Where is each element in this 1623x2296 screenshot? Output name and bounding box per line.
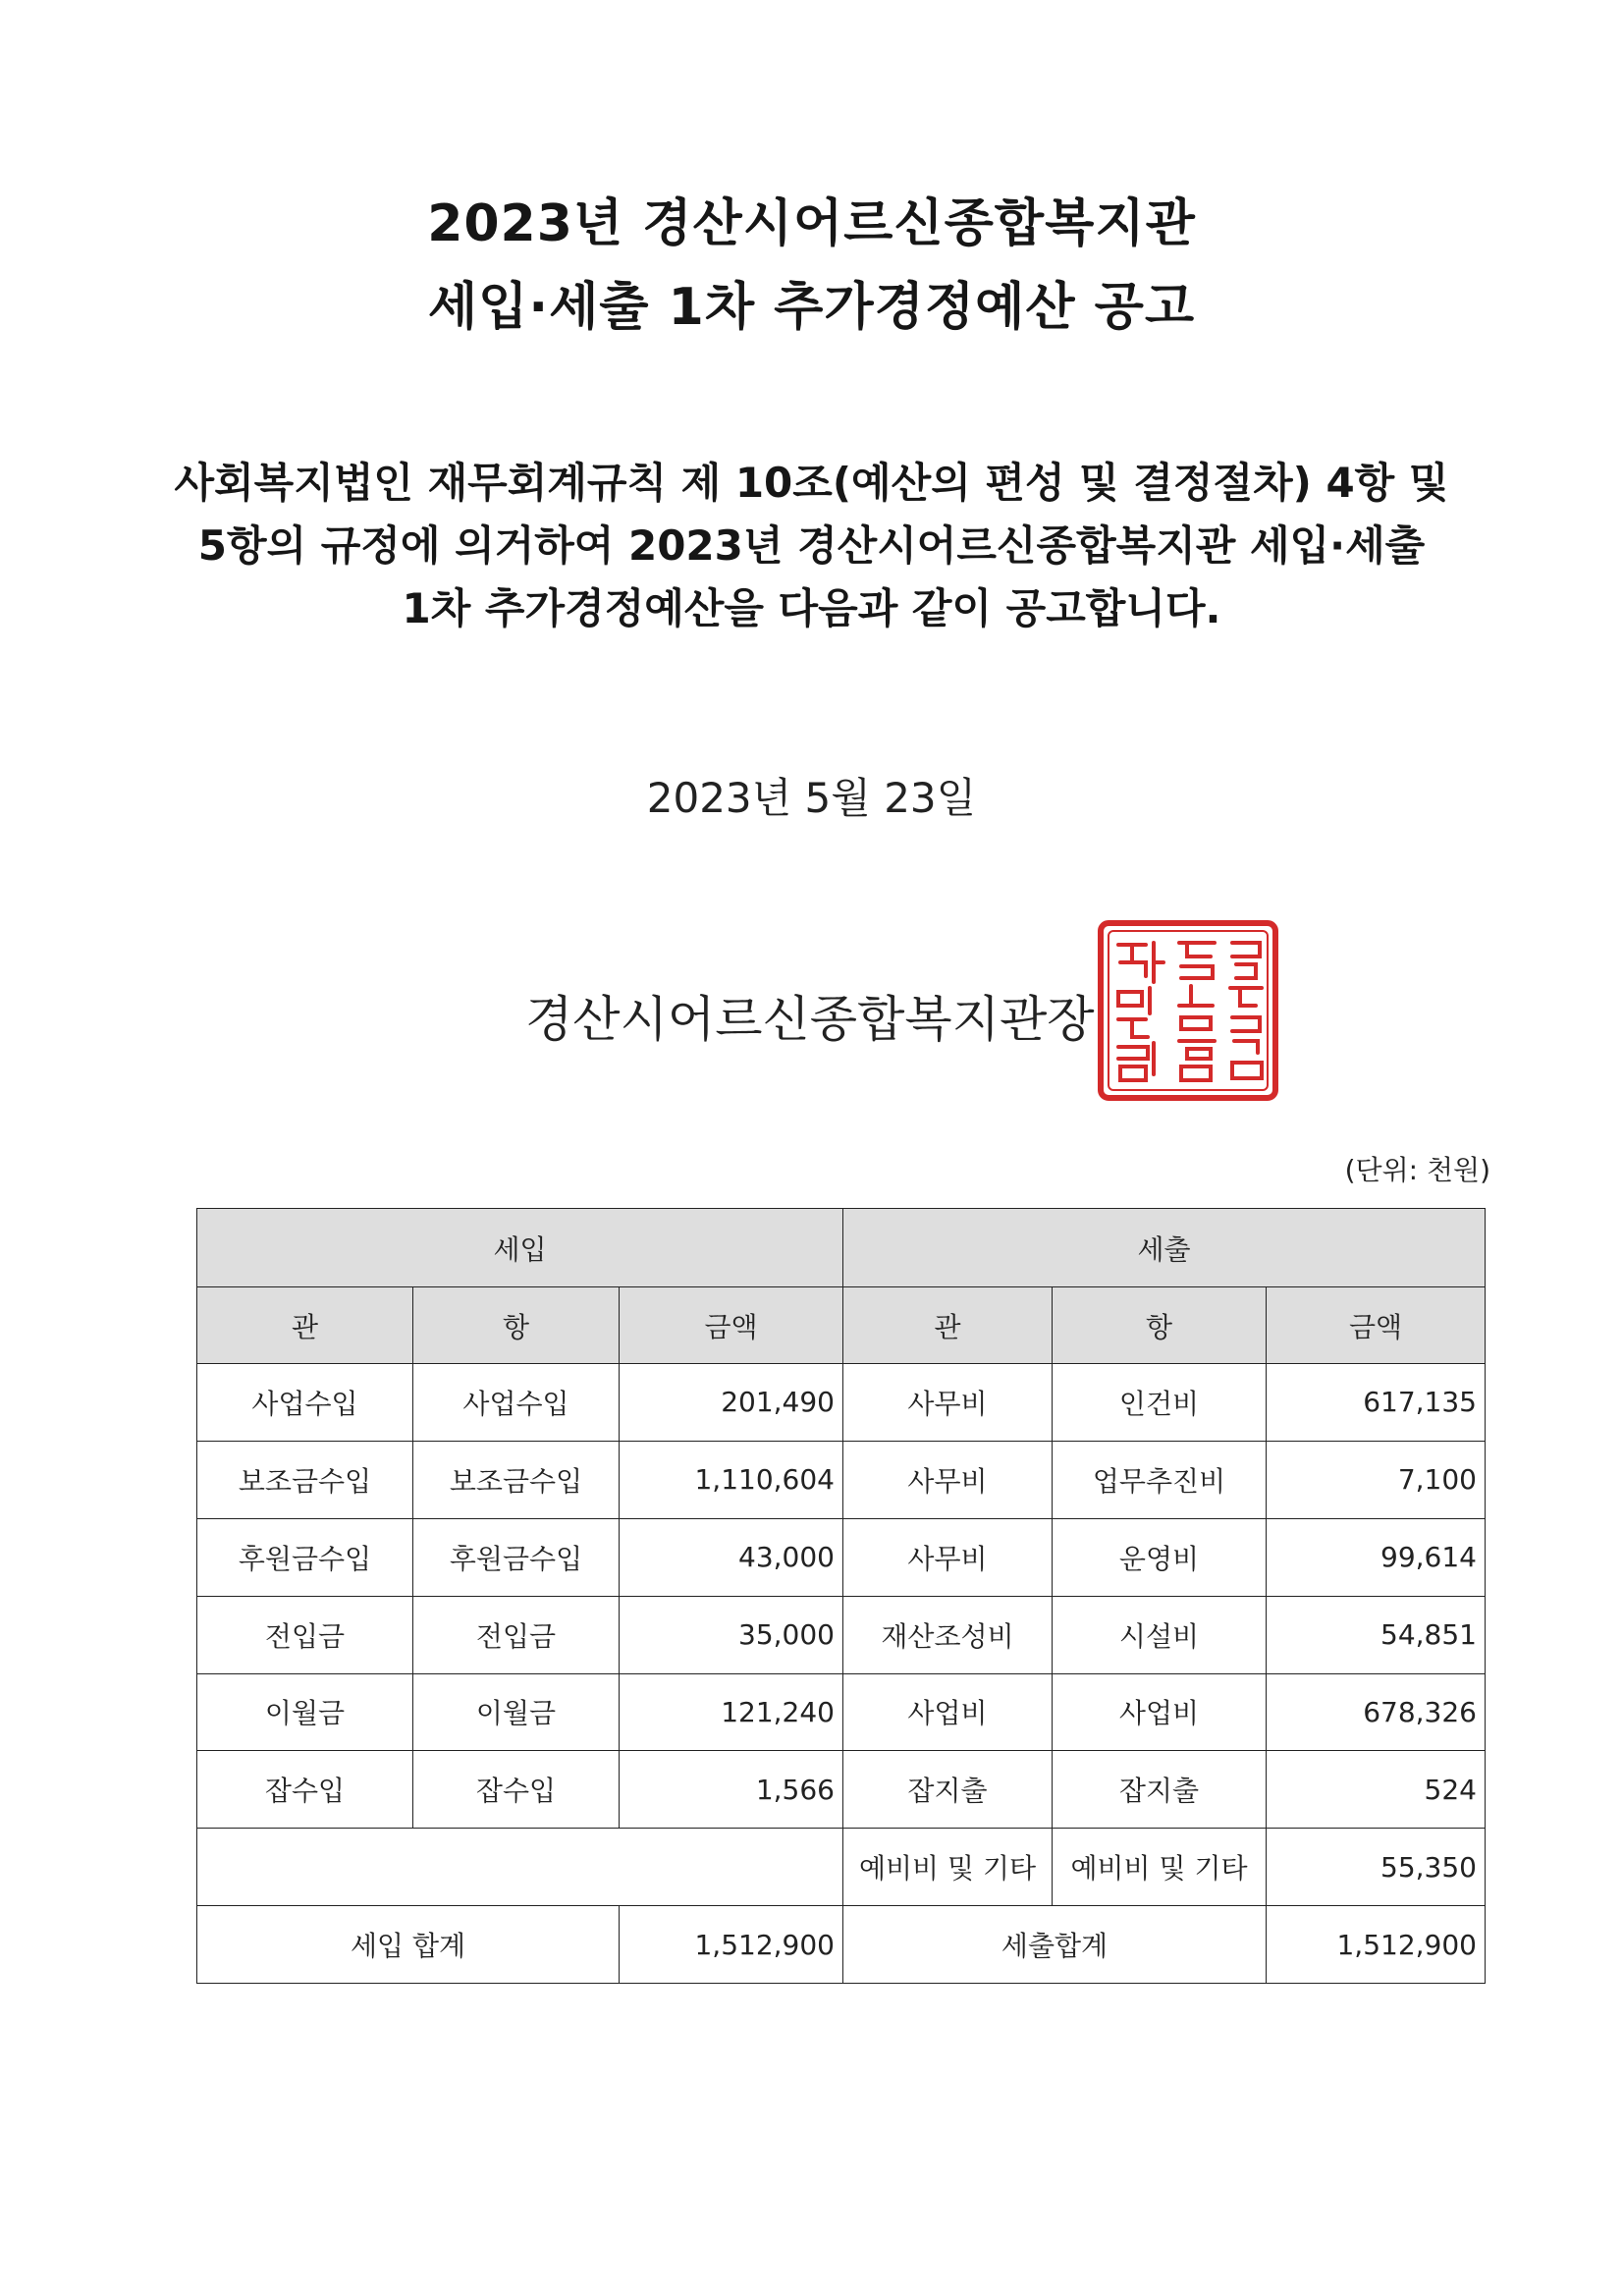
exp-hang: 인건비	[1053, 1364, 1267, 1442]
col-header-rev-amount: 금액	[620, 1287, 843, 1364]
section-header-row	[197, 1209, 1486, 1287]
exp-amount: 7,100	[1267, 1441, 1486, 1518]
col-header-rev-gwan: 관	[197, 1287, 413, 1364]
table-row	[197, 1829, 1486, 1906]
exp-hang: 사업비	[1053, 1673, 1267, 1751]
exp-amount: 54,851	[1267, 1596, 1486, 1673]
signer-name: 경산시어르신종합복지관장	[525, 991, 1095, 1048]
table-row	[197, 1673, 1486, 1751]
official-seal-icon	[1097, 919, 1279, 1102]
revenue-header: 세입	[197, 1209, 843, 1287]
rev-hang: 잡수입	[413, 1751, 620, 1829]
rev-hang: 전입금	[413, 1596, 620, 1673]
rev-amount: 1,566	[620, 1751, 843, 1829]
rev-hang: 후원금수입	[413, 1518, 620, 1596]
rev-hang: 사업수입	[413, 1364, 620, 1442]
exp-hang: 운영비	[1053, 1518, 1267, 1596]
col-header-exp-amount: 금액	[1267, 1287, 1486, 1364]
exp-gwan: 잡지출	[843, 1751, 1053, 1829]
col-header-exp-hang: 항	[1053, 1287, 1267, 1364]
exp-gwan: 사무비	[843, 1364, 1053, 1442]
col-header-exp-gwan: 관	[843, 1287, 1053, 1364]
notice-line3: 1차 추가경정예산을 다음과 같이 공고합니다.	[402, 584, 1221, 632]
exp-gwan: 재산조성비	[843, 1596, 1053, 1673]
column-header-row	[197, 1287, 1486, 1364]
rev-gwan: 이월금	[197, 1673, 413, 1751]
notice-line1: 사회복지법인 재무회계규칙 제 10조(예산의 편성 및 결정절차) 4항 및	[174, 459, 1449, 507]
exp-gwan: 예비비 및 기타	[843, 1829, 1053, 1906]
col-header-rev-hang: 항	[413, 1287, 620, 1364]
exp-gwan: 사무비	[843, 1441, 1053, 1518]
exp-amount: 617,135	[1267, 1364, 1486, 1442]
rev-hang: 보조금수입	[413, 1441, 620, 1518]
revenue-total-label: 세입 합계	[197, 1906, 620, 1984]
table-row	[197, 1364, 1486, 1442]
exp-amount: 99,614	[1267, 1518, 1486, 1596]
exp-hang: 예비비 및 기타	[1053, 1829, 1267, 1906]
rev-amount: 43,000	[620, 1518, 843, 1596]
exp-gwan: 사무비	[843, 1518, 1053, 1596]
rev-gwan: 사업수입	[197, 1364, 413, 1442]
table-row	[197, 1751, 1486, 1829]
notice-line2: 5항의 규정에 의거하여 2023년 경산시어르신종합복지관 세입·세출	[197, 521, 1426, 570]
table-row	[197, 1596, 1486, 1673]
rev-amount: 121,240	[620, 1673, 843, 1751]
document-title-line1: 2023년 경산시어르신종합복지관	[427, 194, 1196, 253]
unit-note: (단위: 천원)	[1344, 1154, 1490, 1186]
exp-amount: 55,350	[1267, 1829, 1486, 1906]
rev-amount: 35,000	[620, 1596, 843, 1673]
notice-date: 2023년 5월 23일	[646, 774, 977, 822]
table-row	[197, 1441, 1486, 1518]
expense-total-label: 세출합계	[843, 1906, 1267, 1984]
rev-gwan: 후원금수입	[197, 1518, 413, 1596]
revenue-total: 1,512,900	[620, 1906, 843, 1984]
rev-gwan: 잡수입	[197, 1751, 413, 1829]
budget-table	[196, 1208, 1486, 1984]
rev-gwan: 보조금수입	[197, 1441, 413, 1518]
rev-gwan: 전입금	[197, 1596, 413, 1673]
exp-hang: 업무추진비	[1053, 1441, 1267, 1518]
exp-amount: 524	[1267, 1751, 1486, 1829]
exp-hang: 시설비	[1053, 1596, 1267, 1673]
exp-gwan: 사업비	[843, 1673, 1053, 1751]
rev-empty-cell	[197, 1829, 843, 1906]
rev-hang: 이월금	[413, 1673, 620, 1751]
rev-amount: 201,490	[620, 1364, 843, 1442]
document-title-line2: 세입·세출 1차 추가경정예산 공고	[427, 278, 1196, 337]
exp-hang: 잡지출	[1053, 1751, 1267, 1829]
expense-header: 세출	[843, 1209, 1486, 1287]
rev-amount: 1,110,604	[620, 1441, 843, 1518]
notice-paragraph	[147, 452, 1476, 640]
expense-total: 1,512,900	[1267, 1906, 1486, 1984]
total-row	[197, 1906, 1486, 1984]
exp-amount: 678,326	[1267, 1673, 1486, 1751]
table-row	[197, 1518, 1486, 1596]
